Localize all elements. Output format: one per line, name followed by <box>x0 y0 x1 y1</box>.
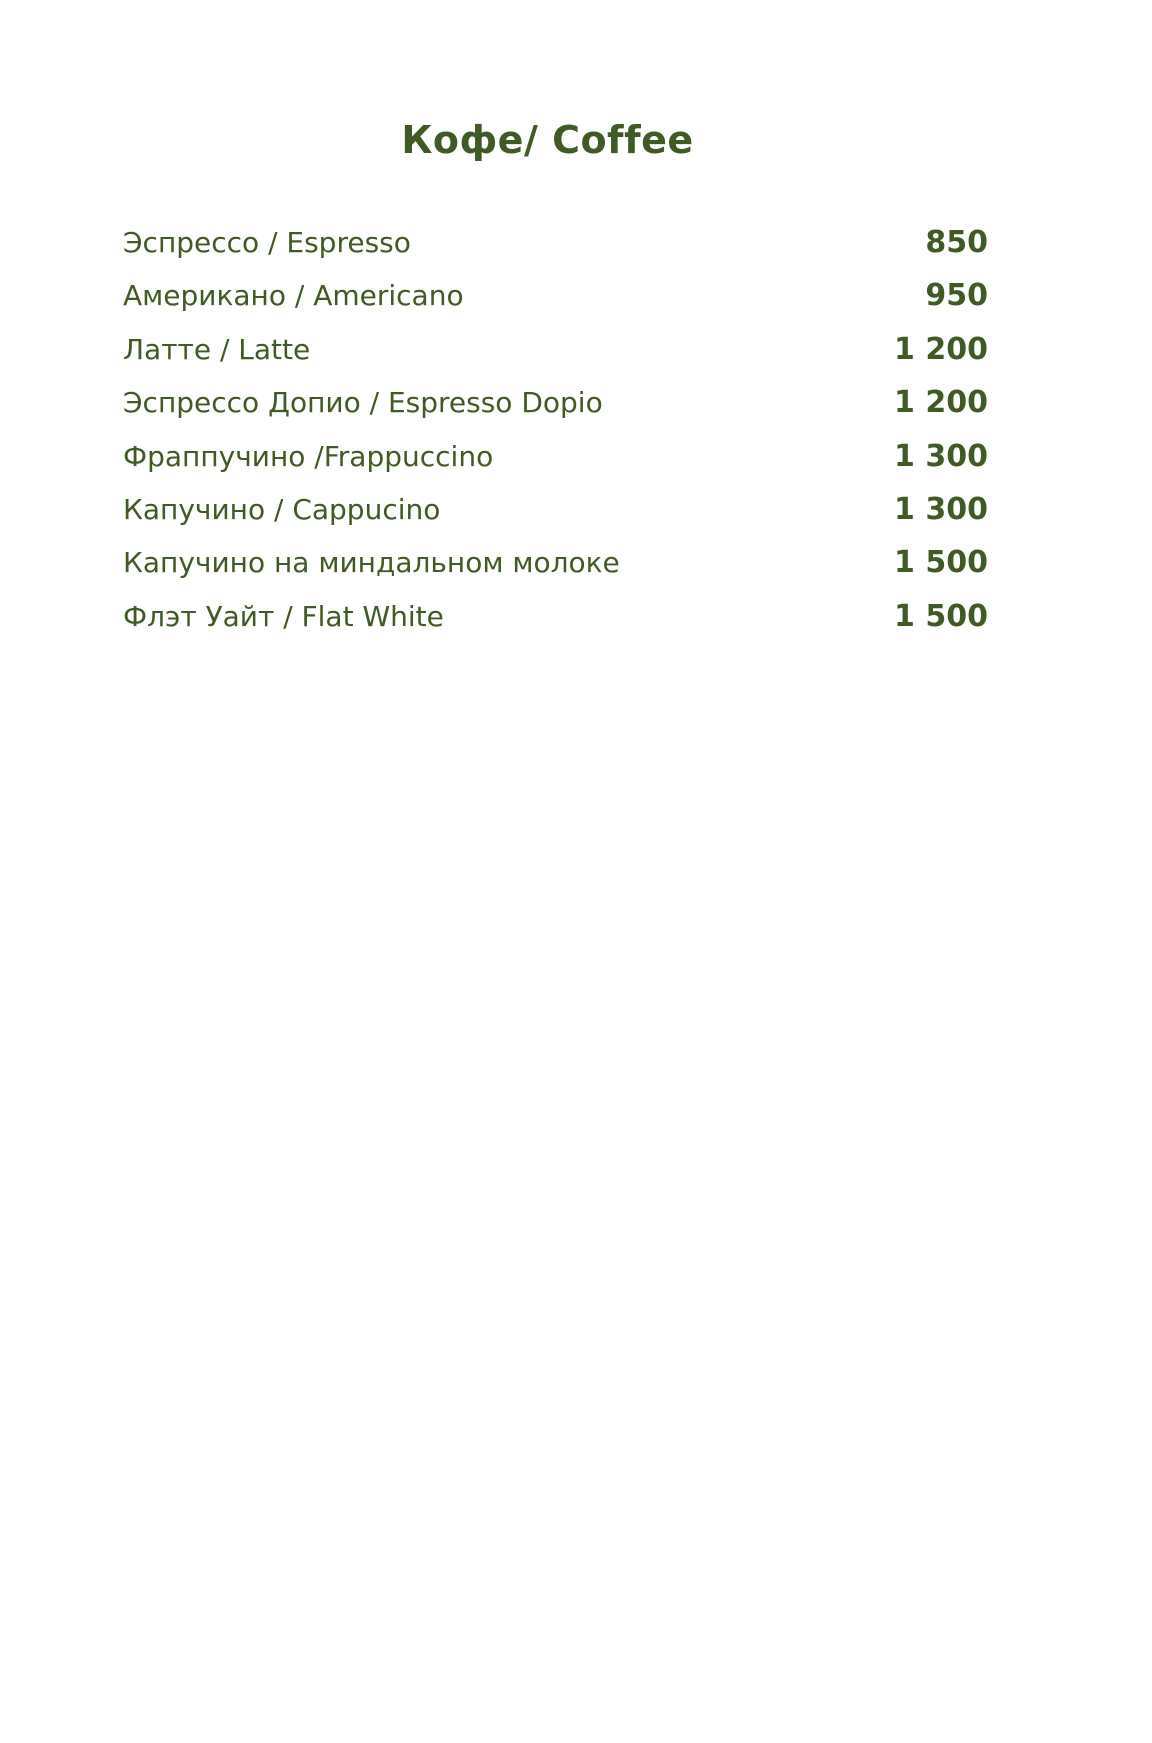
menu-item-price: 1 500 <box>894 598 988 634</box>
menu-item <box>123 483 988 536</box>
menu-item-price: 850 <box>925 225 988 260</box>
page-title: Кофе/ Coffee <box>401 118 694 162</box>
menu-item <box>123 376 988 429</box>
menu-item-name: Фраппучино /Frappuccino <box>123 439 494 473</box>
coffee-menu-list <box>123 216 988 643</box>
menu-item-name: Латте / Latte <box>123 332 311 366</box>
menu-item <box>123 536 988 589</box>
menu-item-price: 1 300 <box>894 491 988 527</box>
menu-item-price: 1 300 <box>894 438 988 474</box>
menu-item-name: Эспрессо Допио / Espresso Dopio <box>123 386 603 420</box>
menu-item <box>123 590 988 643</box>
menu-item-name: Флэт Уайт / Flat White <box>123 599 444 633</box>
menu-item-price: 1 500 <box>894 545 988 581</box>
menu-item-name: Американо / Americano <box>123 279 464 313</box>
menu-item-price: 1 200 <box>894 331 988 367</box>
menu-item <box>123 323 988 376</box>
menu-item <box>123 216 988 269</box>
menu-item-name: Эспрессо / Espresso <box>123 226 411 259</box>
menu-item <box>123 269 988 322</box>
menu-item-price: 1 200 <box>894 385 988 421</box>
menu-item-price: 950 <box>925 278 988 314</box>
menu-item-name: Капучино / Cappucino <box>123 492 441 526</box>
menu-item-name: Капучино на миндальном молоке <box>123 546 620 580</box>
menu-item <box>123 430 988 483</box>
